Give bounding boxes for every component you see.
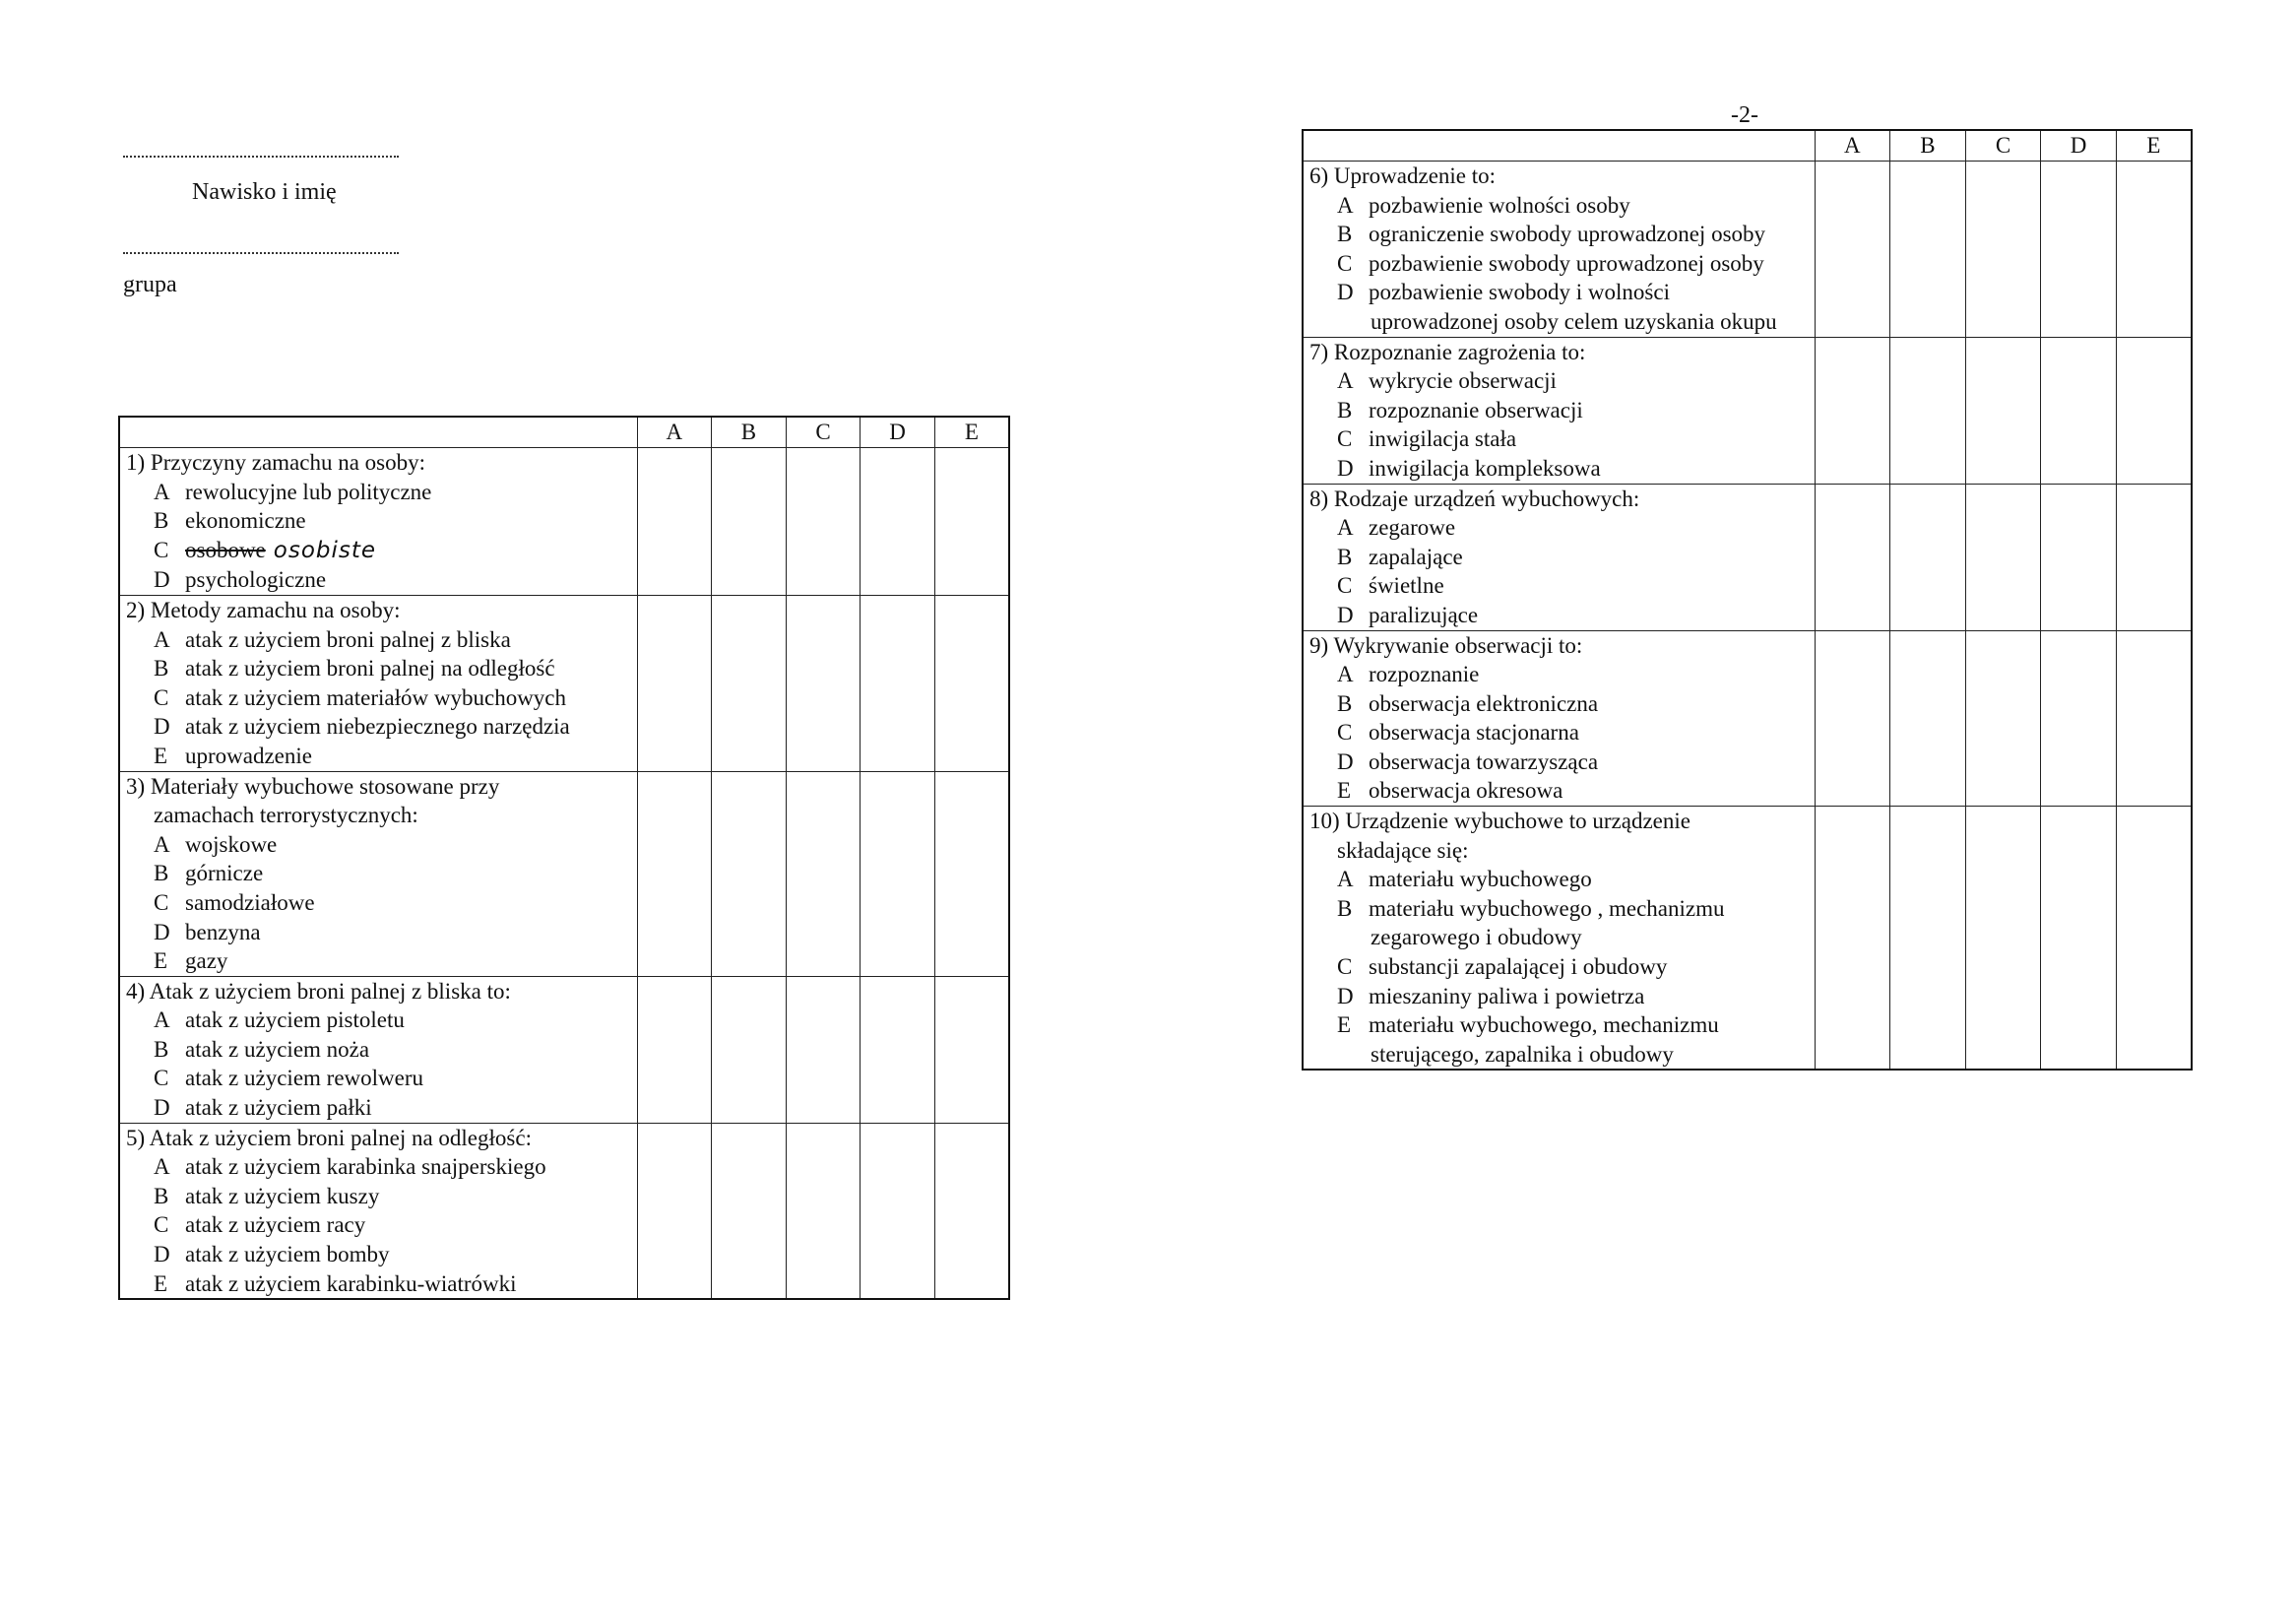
- question-title: 4) Atak z użyciem broni palnej z bliska to:: [126, 978, 511, 1004]
- answer-cell-c[interactable]: [1965, 484, 2041, 630]
- option-letter: E: [154, 743, 168, 768]
- option-letter: C: [1337, 250, 1353, 276]
- option-line: [1309, 660, 1815, 689]
- header-row: [1303, 130, 2192, 162]
- option-text: obserwacja towarzysząca: [1369, 748, 1599, 774]
- answer-cell-e[interactable]: [2116, 337, 2192, 484]
- option-text: inwigilacja stała: [1369, 426, 1517, 452]
- column-header-e: E: [2116, 130, 2192, 162]
- option-text-cont: sterującego, zapalnika i obudowy: [1371, 1041, 1674, 1067]
- answer-cell-e[interactable]: [2116, 630, 2192, 807]
- option-text: samodziałowe: [185, 889, 315, 915]
- option-line: [126, 1064, 637, 1093]
- answer-cell-d[interactable]: [2041, 630, 2117, 807]
- option-text: rozpoznanie: [1369, 662, 1480, 687]
- question-cell: [1303, 807, 1815, 1071]
- option-letter: C: [1337, 573, 1353, 599]
- answer-cell-b[interactable]: [712, 448, 787, 596]
- column-header-d: D: [2041, 130, 2117, 162]
- answer-cell-b[interactable]: [712, 1123, 787, 1299]
- column-header-e: E: [934, 417, 1009, 448]
- option-line: [126, 683, 637, 713]
- option-text: pozbawienie swobody uprowadzonej osoby: [1369, 250, 1764, 276]
- option-line: [126, 478, 637, 507]
- option-line: [126, 859, 637, 888]
- option-text: atak z użyciem niebezpiecznego narzędzia: [185, 714, 570, 740]
- option-line: [1309, 513, 1815, 543]
- answer-cell-b[interactable]: [1890, 162, 1966, 338]
- option-line: [1309, 366, 1815, 396]
- option-text: rewolucyjne lub polityczne: [185, 479, 432, 504]
- answer-cell-a[interactable]: [637, 1123, 712, 1299]
- option-letter: E: [1337, 1012, 1352, 1038]
- answer-cell-d[interactable]: [861, 771, 935, 976]
- question-row: [119, 1123, 1009, 1299]
- answer-table-right: [1302, 129, 2193, 1071]
- option-letter: C: [154, 537, 169, 562]
- option-text: pozbawienie wolności osoby: [1369, 192, 1630, 218]
- question-cell: [119, 771, 637, 976]
- option-text: atak z użyciem karabinka snajperskiego: [185, 1154, 546, 1180]
- option-line: [1309, 571, 1815, 601]
- option-text: obserwacja stacjonarna: [1369, 720, 1579, 746]
- option-line: [126, 625, 637, 655]
- question-title: 9) Wykrywanie obserwacji to:: [1309, 632, 1583, 658]
- answer-cell-b[interactable]: [712, 771, 787, 976]
- option-text: wojskowe: [185, 831, 278, 857]
- option-text: rozpoznanie obserwacji: [1369, 397, 1583, 422]
- question-row: [1303, 337, 2192, 484]
- question-cell: [119, 1123, 637, 1299]
- answer-cell-a[interactable]: [1815, 807, 1890, 1071]
- question-cell: [1303, 337, 1815, 484]
- option-line: [1309, 396, 1815, 425]
- column-header-d: D: [861, 417, 935, 448]
- option-letter: D: [1337, 455, 1354, 481]
- name-line[interactable]: [123, 156, 399, 158]
- option-line: [1309, 424, 1815, 454]
- option-text: górnicze: [185, 861, 264, 886]
- answer-cell-a[interactable]: [1815, 630, 1890, 807]
- option-text: materiału wybuchowego , mechanizmu: [1369, 895, 1725, 921]
- option-text: benzyna: [185, 919, 261, 944]
- option-letter: D: [1337, 983, 1354, 1008]
- answer-cell-d[interactable]: [861, 976, 935, 1123]
- option-letter: A: [154, 626, 170, 652]
- option-text: materiału wybuchowego: [1369, 867, 1592, 892]
- option-letter: B: [154, 861, 169, 886]
- option-letter: B: [1337, 397, 1353, 422]
- question-title: 8) Rodzaje urządzeń wybuchowych:: [1309, 486, 1640, 511]
- option-text: ekonomiczne: [185, 508, 306, 534]
- option-letter: B: [154, 1183, 169, 1208]
- option-line: [126, 888, 637, 918]
- option-line: [1309, 543, 1815, 572]
- option-line: [126, 830, 637, 860]
- option-line: [126, 918, 637, 947]
- option-text: atak z użyciem karabinku-wiatrówki: [185, 1270, 517, 1296]
- option-text: obserwacja okresowa: [1369, 778, 1563, 804]
- column-header-a: A: [637, 417, 712, 448]
- answer-cell-a[interactable]: [1815, 484, 1890, 630]
- option-line: [126, 1269, 637, 1299]
- question-row: [1303, 630, 2192, 807]
- option-letter: C: [1337, 426, 1353, 452]
- question-header: [119, 417, 637, 448]
- option-line: [1309, 601, 1815, 630]
- column-header-c: C: [786, 417, 861, 448]
- answer-cell-a[interactable]: [637, 771, 712, 976]
- option-line: [126, 506, 637, 536]
- question-title-cont: zamachach terrorystycznych:: [154, 803, 418, 828]
- option-text: obserwacja elektroniczna: [1369, 690, 1599, 716]
- option-letter: B: [154, 656, 169, 682]
- page-number: -2-: [1731, 102, 1758, 128]
- answer-cell-e[interactable]: [934, 1123, 1009, 1299]
- column-header-b: B: [1890, 130, 1966, 162]
- option-text: wykrycie obserwacji: [1369, 368, 1557, 394]
- option-text: atak z użyciem bomby: [185, 1242, 390, 1267]
- question-row: [1303, 807, 2192, 1071]
- option-text: świetlne: [1369, 573, 1444, 599]
- option-text: materiału wybuchowego, mechanizmu: [1369, 1012, 1719, 1038]
- answer-cell-a[interactable]: [1815, 162, 1890, 338]
- option-letter: D: [154, 919, 170, 944]
- option-text: zegarowe: [1369, 515, 1456, 541]
- column-header-c: C: [1965, 130, 2041, 162]
- answer-cell-b[interactable]: [1890, 484, 1966, 630]
- answer-cell-a[interactable]: [637, 595, 712, 771]
- option-line: [1309, 249, 1815, 279]
- option-line: [1309, 278, 1815, 307]
- option-line: [126, 1210, 637, 1240]
- option-letter: D: [1337, 748, 1354, 774]
- question-title: 1) Przyczyny zamachu na osoby:: [126, 450, 426, 475]
- option-line: [126, 536, 637, 566]
- answer-cell-e[interactable]: [2116, 162, 2192, 338]
- question-row: [119, 595, 1009, 771]
- option-letter: E: [1337, 778, 1352, 804]
- answer-cell-a[interactable]: [637, 976, 712, 1123]
- option-line: [126, 1035, 637, 1065]
- option-letter: C: [154, 1212, 169, 1238]
- answer-cell-c[interactable]: [1965, 337, 2041, 484]
- answer-cell-b[interactable]: [712, 976, 787, 1123]
- option-text: atak z użyciem racy: [185, 1212, 366, 1238]
- header-row: [119, 417, 1009, 448]
- option-letter: D: [154, 714, 170, 740]
- question-title: 6) Uprowadzenie to:: [1309, 163, 1497, 188]
- option-letter: B: [1337, 544, 1353, 569]
- question-cell: [119, 976, 637, 1123]
- option-letter: B: [154, 1036, 169, 1062]
- option-letter: E: [154, 948, 168, 974]
- option-line: [126, 654, 637, 683]
- answer-cell-c[interactable]: [1965, 807, 2041, 1071]
- option-text-cont: uprowadzonej osoby celem uzyskania okupu: [1371, 308, 1777, 334]
- option-letter: A: [1337, 368, 1354, 394]
- question-title: 10) Urządzenie wybuchowe to urządzenie: [1309, 809, 1690, 834]
- option-text: atak z użyciem broni palnej na odległość: [185, 656, 555, 682]
- answer-cell-c[interactable]: [786, 771, 861, 976]
- option-text: atak z użyciem materiałów wybuchowych: [185, 684, 567, 710]
- option-text: atak z użyciem pistoletu: [185, 1007, 405, 1033]
- answer-cell-b[interactable]: [1890, 630, 1966, 807]
- option-letter: A: [1337, 662, 1354, 687]
- option-line: [126, 1006, 637, 1035]
- option-line: [1309, 747, 1815, 777]
- option-line: [126, 712, 637, 742]
- option-letter: B: [1337, 690, 1353, 716]
- option-text: gazy: [185, 948, 228, 974]
- option-letter: A: [154, 1007, 170, 1033]
- answer-cell-c[interactable]: [786, 448, 861, 596]
- answer-cell-d[interactable]: [861, 595, 935, 771]
- option-line: [126, 1182, 637, 1211]
- option-line: [1309, 191, 1815, 221]
- question-title-cont: składające się:: [1337, 837, 1469, 863]
- question-cell: [119, 448, 637, 596]
- option-text: atak z użyciem broni palnej z bliska: [185, 626, 511, 652]
- question-title: 3) Materiały wybuchowe stosowane przy: [126, 773, 500, 799]
- answer-cell-c[interactable]: [1965, 162, 2041, 338]
- answer-cell-e[interactable]: [2116, 807, 2192, 1071]
- option-letter: C: [1337, 954, 1353, 980]
- option-line: [1309, 982, 1815, 1011]
- option-letter: A: [154, 1154, 170, 1180]
- option-letter: C: [1337, 720, 1353, 746]
- question-cell: [1303, 162, 1815, 338]
- answer-cell-c[interactable]: [786, 1123, 861, 1299]
- answer-cell-d[interactable]: [2041, 484, 2117, 630]
- answer-cell-b[interactable]: [1890, 337, 1966, 484]
- option-line: [126, 565, 637, 595]
- question-title: 7) Rozpoznanie zagrożenia to:: [1309, 339, 1586, 364]
- answer-table-left: [118, 416, 1010, 1300]
- option-line: [126, 1152, 637, 1182]
- option-letter: B: [1337, 222, 1353, 247]
- answer-cell-d[interactable]: [2041, 807, 2117, 1071]
- option-text: paralizujące: [1369, 602, 1479, 627]
- answer-cell-c[interactable]: [786, 976, 861, 1123]
- option-line: [1309, 718, 1815, 747]
- option-text: psychologiczne: [185, 567, 327, 593]
- option-letter: A: [1337, 515, 1354, 541]
- question-row: [119, 976, 1009, 1123]
- group-line[interactable]: [123, 252, 399, 254]
- answer-cell-b[interactable]: [1890, 807, 1966, 1071]
- question-title: 2) Metody zamachu na osoby:: [126, 597, 401, 622]
- option-letter: A: [1337, 867, 1354, 892]
- question-row: [119, 448, 1009, 596]
- answer-cell-a[interactable]: [637, 448, 712, 596]
- option-letter: D: [154, 567, 170, 593]
- answer-cell-e[interactable]: [934, 448, 1009, 596]
- option-letter: B: [1337, 895, 1353, 921]
- option-text: ograniczenie swobody uprowadzonej osoby: [1369, 222, 1766, 247]
- option-letter: A: [154, 831, 170, 857]
- option-text: inwigilacja kompleksowa: [1369, 455, 1601, 481]
- question-header: [1303, 130, 1815, 162]
- option-text: pozbawienie swobody i wolności: [1369, 280, 1670, 305]
- option-letter: A: [1337, 192, 1354, 218]
- option-letter: A: [154, 479, 170, 504]
- option-line: [126, 1240, 637, 1269]
- option-text: substancji zapalającej i obudowy: [1369, 954, 1668, 980]
- question-title: 5) Atak z użyciem broni palnej na odległość:: [126, 1125, 532, 1150]
- option-letter: C: [154, 1066, 169, 1091]
- option-text: uprowadzenie: [185, 743, 312, 768]
- option-line: [1309, 952, 1815, 982]
- answer-cell-d[interactable]: [861, 448, 935, 596]
- option-line: [1309, 865, 1815, 894]
- option-line: [126, 1093, 637, 1123]
- question-row: [1303, 162, 2192, 338]
- option-letter: D: [1337, 280, 1354, 305]
- answer-cell-d[interactable]: [861, 1123, 935, 1299]
- option-letter: B: [154, 508, 169, 534]
- name-label: Nawisko i imię: [192, 179, 337, 205]
- option-line: [1309, 1010, 1815, 1040]
- answer-cell-e[interactable]: [934, 595, 1009, 771]
- option-text: osobowe: [185, 537, 266, 562]
- question-cell: [1303, 484, 1815, 630]
- option-text: atak z użyciem noża: [185, 1036, 370, 1062]
- option-text: zapalające: [1369, 544, 1463, 569]
- answer-cell-c[interactable]: [1965, 630, 2041, 807]
- option-letter: C: [154, 889, 169, 915]
- option-letter: D: [154, 1242, 170, 1267]
- option-line: [1309, 454, 1815, 484]
- option-letter: D: [154, 1095, 170, 1121]
- option-text: atak z użyciem pałki: [185, 1095, 372, 1121]
- answer-cell-c[interactable]: [786, 595, 861, 771]
- option-text: mieszaniny paliwa i powietrza: [1369, 983, 1645, 1008]
- option-line: [1309, 689, 1815, 719]
- option-line: [126, 742, 637, 771]
- handwritten-correction: osobiste: [273, 537, 377, 563]
- option-text: atak z użyciem rewolweru: [185, 1066, 424, 1091]
- column-header-a: A: [1815, 130, 1890, 162]
- option-line: [1309, 776, 1815, 806]
- option-text-cont: zegarowego i obudowy: [1371, 925, 1582, 950]
- option-line: [1309, 220, 1815, 249]
- question-cell: [1303, 630, 1815, 807]
- answer-cell-d[interactable]: [2041, 162, 2117, 338]
- answer-cell-e[interactable]: [2116, 484, 2192, 630]
- option-letter: D: [1337, 602, 1354, 627]
- column-header-b: B: [712, 417, 787, 448]
- option-letter: C: [154, 684, 169, 710]
- option-letter: E: [154, 1270, 168, 1296]
- answer-cell-b[interactable]: [712, 595, 787, 771]
- group-label: grupa: [123, 272, 177, 297]
- option-line: [1309, 894, 1815, 924]
- question-row: [1303, 484, 2192, 630]
- option-line: [126, 946, 637, 976]
- option-text: atak z użyciem kuszy: [185, 1183, 380, 1208]
- answer-cell-a[interactable]: [1815, 337, 1890, 484]
- answer-cell-d[interactable]: [2041, 337, 2117, 484]
- question-row: [119, 771, 1009, 976]
- answer-cell-e[interactable]: [934, 976, 1009, 1123]
- question-cell: [119, 595, 637, 771]
- answer-cell-e[interactable]: [934, 771, 1009, 976]
